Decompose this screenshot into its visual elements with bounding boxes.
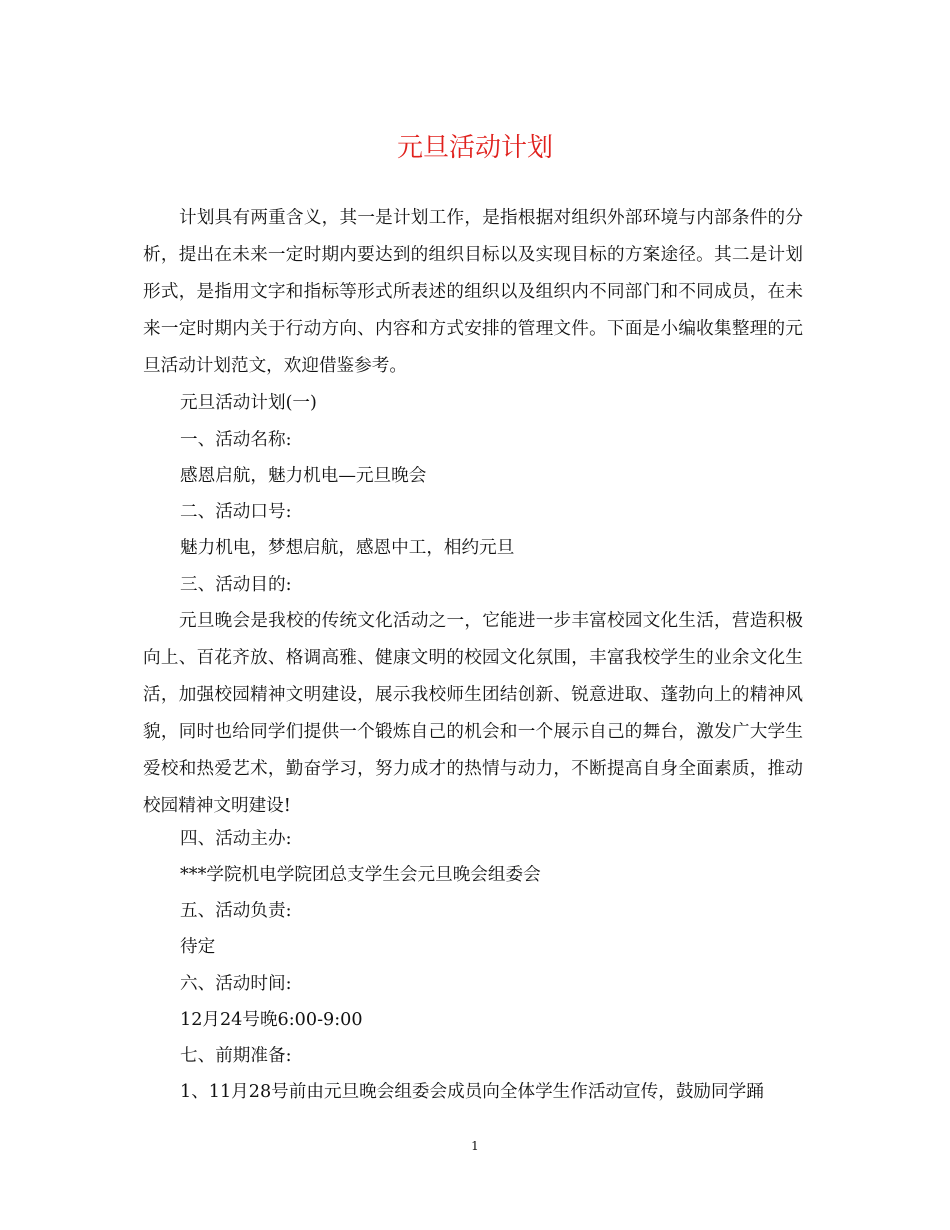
section-heading: 七、前期准备: — [180, 1046, 292, 1066]
section-paragraph: 元旦晚会是我校的传统文化活动之一，它能进一步丰富校园文化生活，营造积极向上、百花齐放、格调高雅、健康文明的校园文化氛围，丰富我校学生的业余文化生活，加强校园精神文明建设，展示我校师生团结创新、锐意进取、蓬勃向上的精神风貌，同时也给同学们提供一个锻炼自己的机会和一个展示自己的舞台，激发广大学生爱校和热爱艺术，勤奋学习，努力成才的热情与动力，不断提高自身全面素质，推动校园精神文明建设! — [143, 611, 803, 816]
intro-paragraph: 计划具有两重含义，其一是计划工作，是指根据对组织外部环境与内部条件的分析，提出在未来一定时期内要达到的组织目标以及实现目标的方案途径。其二是计划形式，是指用文字和指标等形式所表述的组织以及组织内不同部门和不同成员，在未来一定时期内关于行动方向、内容和方式安排的管理文件。下面是小编收集整理的元旦活动计划范文，欢迎借鉴参考。 — [143, 208, 803, 376]
section-content: ***学院机电学院团总支学生会元旦晚会组委会 — [180, 865, 541, 885]
section-content: 1、11月28号前由元旦晚会组委会成员向全体学生作活动宣传，鼓励同学踊 — [180, 1082, 764, 1102]
section-content: 12月24号晚6:00-9:00 — [180, 1010, 363, 1030]
section-heading: 四、活动主办: — [180, 829, 292, 849]
section-heading: 五、活动负责: — [180, 901, 292, 921]
section-content: 感恩启航，魅力机电—元旦晚会 — [180, 466, 427, 486]
section-heading: 三、活动目的: — [180, 575, 292, 595]
section-heading: 一、活动名称: — [180, 430, 292, 450]
section-content: 待定 — [180, 937, 216, 957]
section-content: 魅力机电，梦想启航，感恩中工，相约元旦 — [180, 538, 515, 558]
plan-heading: 元旦活动计划(一) — [180, 393, 317, 413]
page-number: 1 — [471, 1139, 479, 1153]
section-heading: 二、活动口号: — [180, 502, 292, 522]
section-heading: 六、活动时间: — [180, 974, 292, 994]
document-title: 元旦活动计划 — [396, 133, 553, 163]
